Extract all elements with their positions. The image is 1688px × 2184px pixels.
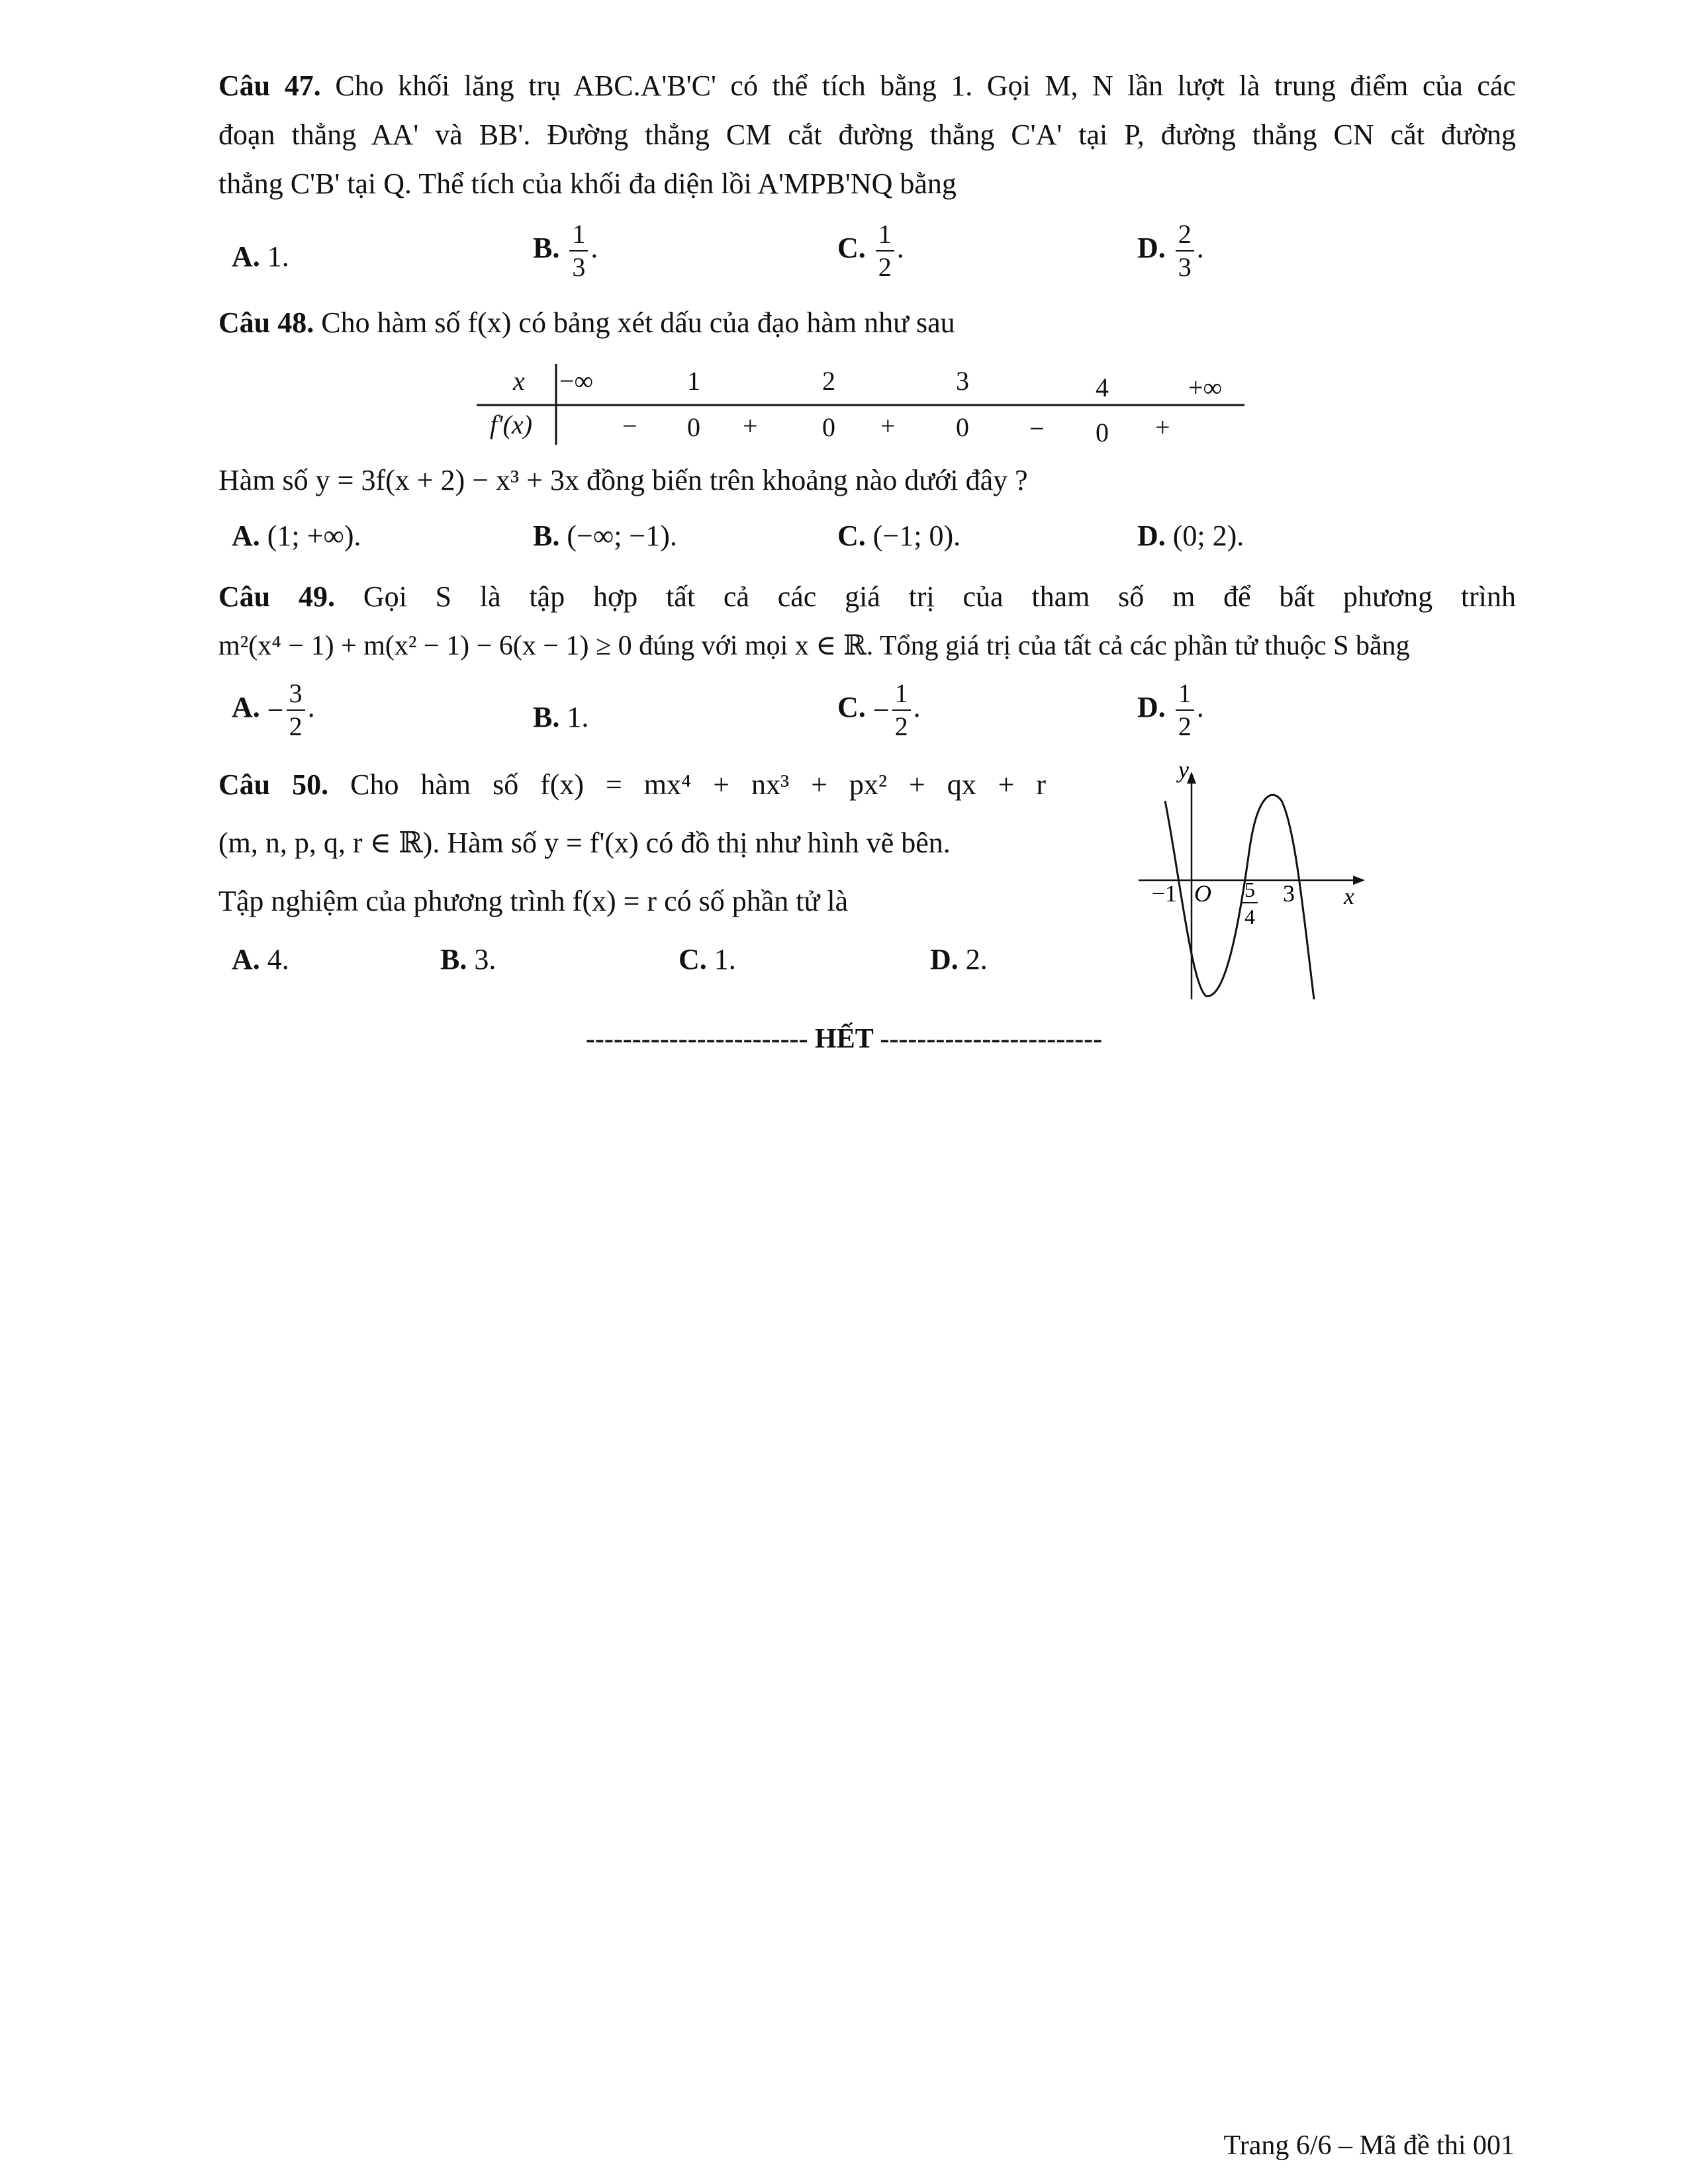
q47-line3 — [218, 167, 1516, 201]
q47-option-d-letter: D. — [1137, 232, 1166, 265]
q48-option-b-letter: B. — [533, 520, 560, 552]
q48-option-c[interactable] — [837, 519, 961, 553]
sign-table-x-value: 1 — [687, 366, 700, 396]
q48-question: Hàm số y = 3f(x + 2) − x³ + 3x đồng biến trên khoảng nào dưới đây ? — [218, 464, 1028, 496]
page-footer — [1224, 2130, 1515, 2161]
q49-option-a-letter: A. — [232, 691, 260, 724]
sign-table-x-value: +∞ — [1188, 373, 1223, 402]
y-label: y — [1178, 761, 1189, 783]
sign-table-sign: 0 — [822, 412, 835, 442]
q48-option-a-letter: A. — [232, 520, 260, 552]
sign-table-sign: + — [880, 411, 896, 441]
q50-option-d-text: 2. — [965, 943, 988, 976]
end-marker — [0, 1023, 1688, 1055]
q50-option-b-text: 3. — [474, 943, 496, 976]
sign-table-f-label: f'(x) — [490, 410, 533, 439]
sign-table-sign: − — [1029, 414, 1045, 443]
q49-text-2: m²(x⁴ − 1) + m(x² − 1) − 6(x − 1) ≥ 0 đúng với mọi x ∈ ℝ. Tổng giá trị của tất cả các phần tử thuộc S bằng — [218, 631, 1410, 661]
q50-line3 — [218, 884, 848, 918]
q48-option-a-text: (1; +∞). — [267, 520, 361, 552]
q50-option-c-letter: C. — [679, 943, 707, 976]
sign-table-x-value: 2 — [822, 366, 835, 396]
q50-text-3: Tập nghiệm của phương trình f(x) = r có số phần tử là — [218, 885, 849, 917]
q50-text-2: (m, n, p, q, r ∈ ℝ). Hàm số y = f'(x) có đồ thị như hình vẽ bên. — [218, 827, 951, 859]
sign-table-sign: 0 — [687, 412, 700, 442]
q49-option-b-text: 1. — [567, 701, 589, 733]
q47-text-1: Cho khối lăng trụ ABC.A'B'C' có thể tích bằng 1. Gọi M, N lần lượt là trung điểm của các — [335, 69, 1517, 102]
q47-line2 — [218, 118, 1516, 152]
end-text: ------------------------ HẾT ------------------------ — [585, 1024, 1103, 1054]
q49-line1 — [218, 580, 1516, 614]
q47-option-b-letter: B. — [533, 232, 560, 265]
q48-intro: Cho hàm số f(x) có bảng xét dấu của đạo hàm như sau — [321, 306, 955, 339]
q48-option-b[interactable] — [533, 519, 677, 553]
q50-option-c-text: 1. — [714, 943, 736, 976]
tick-five-fourths-den: 4 — [1244, 905, 1255, 929]
q50-label: Câu 50. — [218, 768, 329, 801]
q48-option-c-letter: C. — [837, 520, 866, 552]
q47-option-d[interactable]: D. $\frac{2}{3}$ . — [1137, 219, 1204, 282]
q49-option-c[interactable]: C. − $\frac{1}{2}$ . — [837, 678, 921, 741]
q50-option-a[interactable] — [232, 942, 289, 976]
q47-text-2: đoạn thẳng AA' và BB'. Đường thẳng CM cắt đường thẳng C'A' tại P, đường thẳng CN cắt đường — [218, 118, 1516, 151]
tick-three: 3 — [1283, 880, 1295, 907]
q47-option-a-letter: A. — [232, 240, 260, 273]
q49-option-c-letter: C. — [837, 691, 866, 724]
sign-table-x-label: x — [513, 366, 525, 396]
q49-option-a-fraction: $\frac{3}{2}$ — [287, 678, 305, 743]
tick-minus-one: −1 — [1151, 880, 1177, 907]
q47-option-c-letter: C. — [837, 232, 866, 265]
q50-option-c[interactable] — [679, 942, 736, 976]
q50-text-1: Cho hàm số f(x) = mx⁴ + nx³ + px² + qx + r — [350, 768, 1047, 801]
q49-option-d-fraction: $\frac{1}{2}$ — [1176, 678, 1194, 743]
q49-line2 — [218, 629, 1516, 662]
sign-table-sign: − — [622, 411, 637, 441]
q48-option-b-text: (−∞; −1). — [567, 520, 677, 552]
q48-label: Câu 48. — [218, 306, 314, 339]
q50-line1 — [218, 768, 1046, 801]
q48-intro-line — [218, 306, 1516, 340]
q47-label: Câu 47. — [218, 69, 321, 102]
q47-text-3: thẳng C'B' tại Q. Thể tích của khối đa diện lồi A'MPB'NQ bằng — [218, 167, 957, 200]
sign-table-x-value: 3 — [956, 366, 969, 396]
q50-option-d-letter: D. — [930, 943, 959, 976]
derivative-graph — [1125, 761, 1383, 1013]
q48-option-d-text: (0; 2). — [1172, 520, 1244, 552]
q47-option-d-fraction: $\frac{2}{3}$ — [1176, 218, 1194, 283]
sign-table-x-value: −∞ — [559, 366, 594, 396]
q47-option-a[interactable] — [232, 240, 289, 273]
sign-table-sign: 0 — [956, 412, 969, 442]
q47-option-a-text: 1. — [267, 240, 289, 273]
q50-option-a-text: 4. — [267, 943, 289, 976]
page-footer-text: Trang 6/6 – Mã đề thi 001 — [1223, 2130, 1515, 2161]
q47-option-c[interactable]: C. $\frac{1}{2}$ . — [837, 219, 904, 282]
sign-table-sign: + — [743, 411, 758, 441]
q47-line1 — [218, 69, 1516, 103]
q50-option-a-letter: A. — [232, 943, 260, 976]
q47-option-c-fraction: $\frac{1}{2}$ — [876, 218, 894, 283]
x-axis-arrow — [1353, 876, 1365, 885]
origin-label: O — [1194, 880, 1211, 907]
sign-table-sign: 0 — [1096, 418, 1109, 447]
q47-option-b-fraction: $\frac{1}{3}$ — [569, 218, 588, 283]
q49-option-a[interactable]: A. − $\frac{3}{2}$ . — [232, 678, 315, 741]
q49-option-d[interactable]: D. $\frac{1}{2}$ . — [1137, 678, 1204, 741]
q49-label: Câu 49. — [218, 580, 336, 613]
q47-option-b[interactable]: B. $\frac{1}{3}$ . — [533, 219, 598, 282]
tick-five-fourths-num: 5 — [1244, 878, 1255, 901]
sign-table-x-value: 4 — [1096, 373, 1109, 402]
q49-text-1: Gọi S là tập hợp tất cả các giá trị của tham số m để bất phương trình — [363, 580, 1516, 613]
q48-option-d[interactable] — [1137, 519, 1244, 553]
q48-option-a[interactable] — [232, 519, 361, 553]
q48-question-line — [218, 463, 1516, 497]
q50-line2 — [218, 826, 951, 860]
q48-option-d-letter: D. — [1137, 520, 1166, 552]
q50-option-b[interactable] — [440, 942, 496, 976]
q50-option-b-letter: B. — [440, 943, 467, 976]
q50-option-d[interactable] — [930, 942, 988, 976]
q48-option-c-text: (−1; 0). — [872, 520, 961, 552]
q49-option-d-letter: D. — [1137, 691, 1166, 724]
x-label: x — [1344, 883, 1354, 909]
q49-option-b-letter: B. — [533, 701, 560, 733]
q49-option-c-fraction: $\frac{1}{2}$ — [892, 678, 911, 743]
sign-table-sign: + — [1155, 412, 1170, 442]
q49-option-b[interactable] — [533, 700, 588, 734]
